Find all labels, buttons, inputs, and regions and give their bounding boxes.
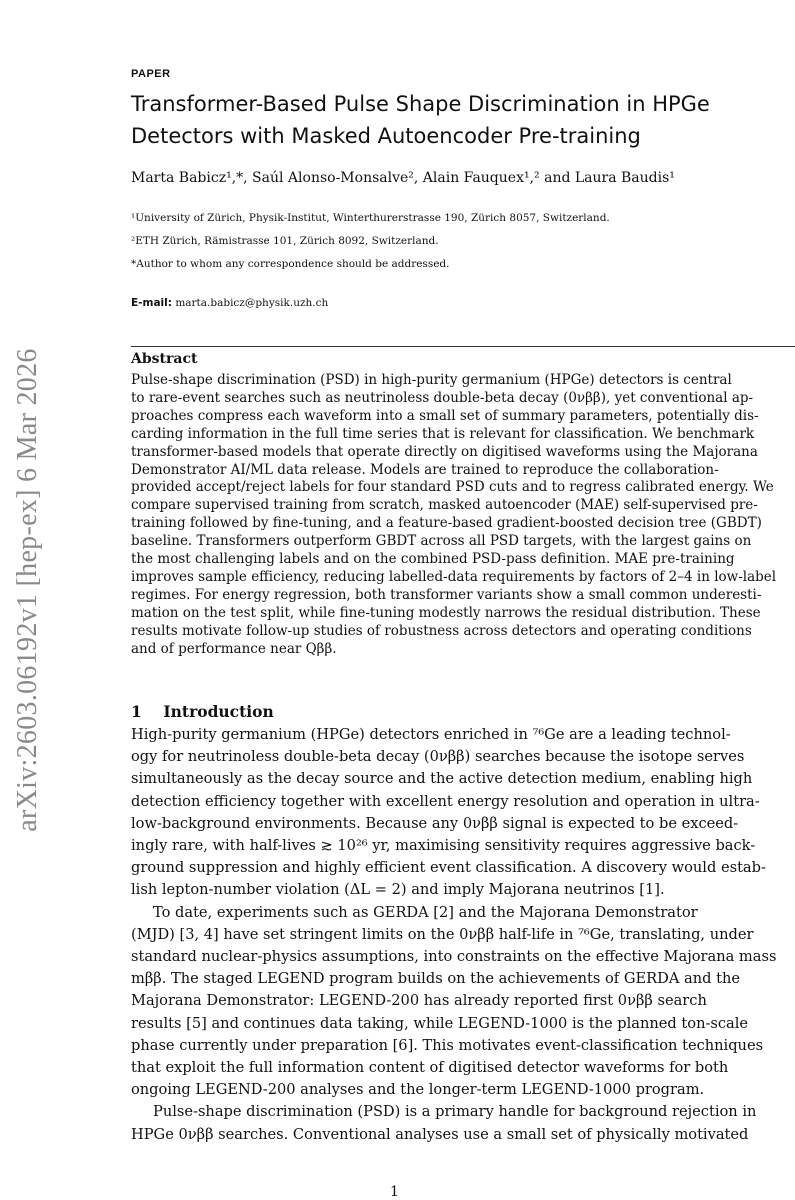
- abstract-line: training followed by fine-tuning, and a feature-based gradient-boosted decision tree (GBDT): [131, 515, 762, 532]
- corresponding-note: *Author to whom any correspondence should be addressed.: [131, 258, 450, 270]
- body-line: ogy for neutrinoless double-beta decay (0νββ) searches because the isotope serves: [131, 748, 745, 766]
- abstract-line: compare supervised training from scratch, masked autoencoder (MAE) self-supervised pre-: [131, 497, 758, 514]
- affiliation-2: ²ETH Zürich, Rämistrasse 101, Zürich 8092, Switzerland.: [131, 235, 439, 247]
- body-line: standard nuclear-physics assumptions, into constraints on the effective Majorana mass: [131, 948, 777, 966]
- body-line: Majorana Demonstrator: LEGEND-200 has already reported first 0νββ search: [131, 992, 707, 1010]
- body-line: results [5] and continues data taking, while LEGEND-1000 is the planned ton-scale: [131, 1014, 749, 1032]
- arxiv-identifier: arXiv:2603.06192v1 [hep-ex] 6 Mar 2026: [12, 348, 43, 832]
- abstract-line: proaches compress each waveform into a small set of summary parameters, potentially dis-: [131, 407, 759, 424]
- body-line: HPGe 0νββ searches. Conventional analyses use a small set of physically motivated: [131, 1125, 749, 1143]
- body-line: phase currently under preparation [6]. This motivates event-classification techniques: [131, 1036, 764, 1054]
- abstract-line: regimes. For energy regression, both transformer variants show a small common underesti-: [131, 586, 762, 603]
- paper-label: PAPER: [131, 68, 171, 80]
- body-line: High-purity germanium (HPGe) detectors enriched in ⁷⁶Ge are a leading technol-: [131, 726, 731, 743]
- body-line: Pulse-shape discrimination (PSD) is a primary handle for background rejection in: [153, 1103, 757, 1121]
- abstract-line: transformer-based models that operate directly on digitised waveforms using the Majorana: [131, 443, 758, 460]
- section-heading: [131, 702, 274, 721]
- body-line: ingly rare, with half-lives ≳ 10²⁶ yr, maximising sensitivity requires aggressive back-: [131, 837, 756, 855]
- body-line: (MJD) [3, 4] have set stringent limits on the 0νββ half-life in ⁷⁶Ge, translating, under: [131, 925, 754, 943]
- abstract-line: Pulse-shape discrimination (PSD) in high-purity germanium (HPGe) detectors is central: [131, 372, 732, 388]
- section-title: Introduction: [163, 702, 274, 721]
- email-address[interactable]: marta.babicz@physik.uzh.ch: [175, 297, 329, 309]
- abstract-line: carding information in the full time series that is relevant for classification. We benchmark: [131, 425, 755, 442]
- body-line: To date, experiments such as GERDA [2] and the Majorana Demonstrator: [153, 903, 698, 921]
- arxiv-sidebar: [4, 300, 52, 880]
- body-line: ground suppression and highly efficient event classification. A discovery would estab-: [131, 859, 766, 877]
- abstract-line: baseline. Transformers outperform GBDT across all PSD targets, with the largest gains on: [131, 533, 752, 550]
- email-label: E-mail:: [131, 297, 172, 309]
- body-line: that exploit the full information content of digitised detector waveforms for both: [131, 1059, 729, 1077]
- abstract-heading: Abstract: [131, 351, 198, 367]
- abstract-divider: [131, 346, 795, 347]
- body-line: simultaneously as the decay source and the active detection medium, enabling high: [131, 770, 753, 788]
- body-line: lish lepton-number violation (ΔL = 2) and imply Majorana neutrinos [1].: [131, 881, 665, 899]
- abstract-line: results motivate follow-up studies of robustness across detectors and operating conditions: [131, 622, 752, 639]
- page-number: 1: [390, 1184, 399, 1200]
- body-line: low-background environments. Because any 0νββ signal is expected to be exceed-: [131, 814, 739, 832]
- abstract-line: the most challenging labels and on the combined PSD-pass definition. MAE pre-training: [131, 551, 735, 568]
- introduction-body: [131, 724, 795, 1146]
- abstract-line: Demonstrator AI/ML data release. Models are trained to reproduce the collaboration-: [131, 461, 719, 478]
- body-line: detection efficiency together with excellent energy resolution and operation in ultra-: [131, 792, 760, 810]
- abstract-line: and of performance near Qββ.: [131, 640, 337, 657]
- abstract-body: [131, 372, 795, 659]
- affiliation-1: ¹University of Zürich, Physik-Institut, Winterthurerstrasse 190, Zürich 8057, Switzerland.: [131, 212, 610, 224]
- paper-title: Transformer-Based Pulse Shape Discrimination in HPGe Detectors with Masked Autoencoder Pre-training: [131, 92, 710, 148]
- author-list: Marta Babicz¹,*, Saúl Alonso-Monsalve², Alain Fauquex¹,² and Laura Baudis¹: [131, 170, 675, 186]
- body-line: ongoing LEGEND-200 analyses and the longer-term LEGEND-1000 program.: [131, 1081, 705, 1099]
- abstract-line: to rare-event searches such as neutrinoless double-beta decay (0νββ), yet conventional ap-: [131, 389, 754, 406]
- body-line: mββ. The staged LEGEND program builds on the achievements of GERDA and the: [131, 970, 740, 988]
- abstract-line: mation on the test split, while fine-tuning modestly narrows the residual distribution. These: [131, 604, 761, 621]
- email-line: [131, 297, 328, 309]
- abstract-line: improves sample efficiency, reducing labelled-data requirements by factors of 2–4 in low-label: [131, 568, 777, 585]
- abstract-line: provided accept/reject labels for four standard PSD cuts and to regress calibrated energy. We: [131, 479, 774, 496]
- section-number: 1: [131, 702, 142, 721]
